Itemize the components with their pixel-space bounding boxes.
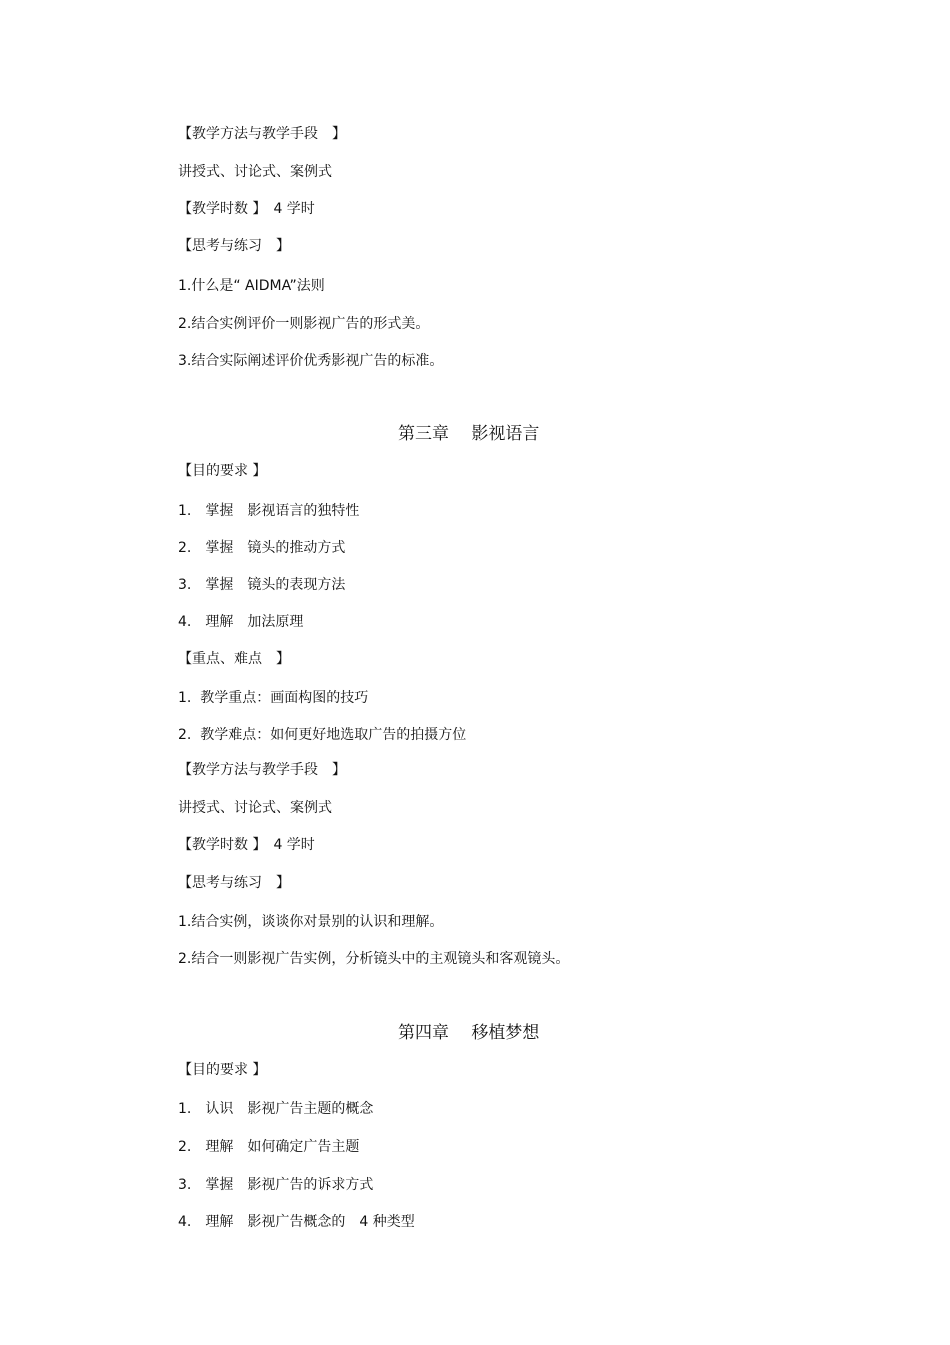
chapter-title: 第四章 移植梦想 xyxy=(398,1023,540,1043)
methods-heading: 【教学方法与教学手段 】 xyxy=(178,762,346,778)
chapter-title: 第三章 影视语言 xyxy=(398,424,540,444)
goal-item: 4. 理解 影视广告概念的 4 种类型 xyxy=(178,1214,415,1230)
key-item: 1. 教学重点：画面构图的技巧 xyxy=(178,690,369,706)
methods-text: 讲授式、讨论式、案例式 xyxy=(178,164,332,180)
methods-text: 讲授式、讨论式、案例式 xyxy=(178,800,332,816)
practice-heading: 【思考与练习 】 xyxy=(178,238,290,254)
goal-item: 1. 掌握 影视语言的独特性 xyxy=(178,503,360,519)
hours-line: 【教学时数 】 4 学时 xyxy=(178,837,315,853)
practice-heading: 【思考与练习 】 xyxy=(178,875,290,891)
goals-heading: 【目的要求 】 xyxy=(178,463,267,479)
practice-item: 1.结合实例，谈谈你对景别的认识和理解。 xyxy=(178,914,444,930)
goals-heading: 【目的要求 】 xyxy=(178,1062,267,1078)
practice-item: 3.结合实际阐述评价优秀影视广告的标准。 xyxy=(178,353,444,369)
goal-item: 2. 掌握 镜头的推动方式 xyxy=(178,540,346,556)
practice-item: 2.结合一则影视广告实例，分析镜头中的主观镜头和客观镜头。 xyxy=(178,951,570,967)
methods-heading: 【教学方法与教学手段 】 xyxy=(178,126,346,142)
practice-item: 2.结合实例评价一则影视广告的形式美。 xyxy=(178,316,430,332)
hours-line: 【教学时数 】 4 学时 xyxy=(178,201,315,217)
goal-item: 1. 认识 影视广告主题的概念 xyxy=(178,1101,374,1117)
key-item: 2. 教学难点：如何更好地选取广告的拍摄方位 xyxy=(178,727,467,743)
goal-item: 3. 掌握 影视广告的诉求方式 xyxy=(178,1177,374,1193)
goal-item: 4. 理解 加法原理 xyxy=(178,614,304,630)
key-heading: 【重点、难点 】 xyxy=(178,651,290,667)
goal-item: 2. 理解 如何确定广告主题 xyxy=(178,1139,360,1155)
goal-item: 3. 掌握 镜头的表现方法 xyxy=(178,577,346,593)
practice-item: 1.什么是“ AIDMA”法则 xyxy=(178,278,325,294)
